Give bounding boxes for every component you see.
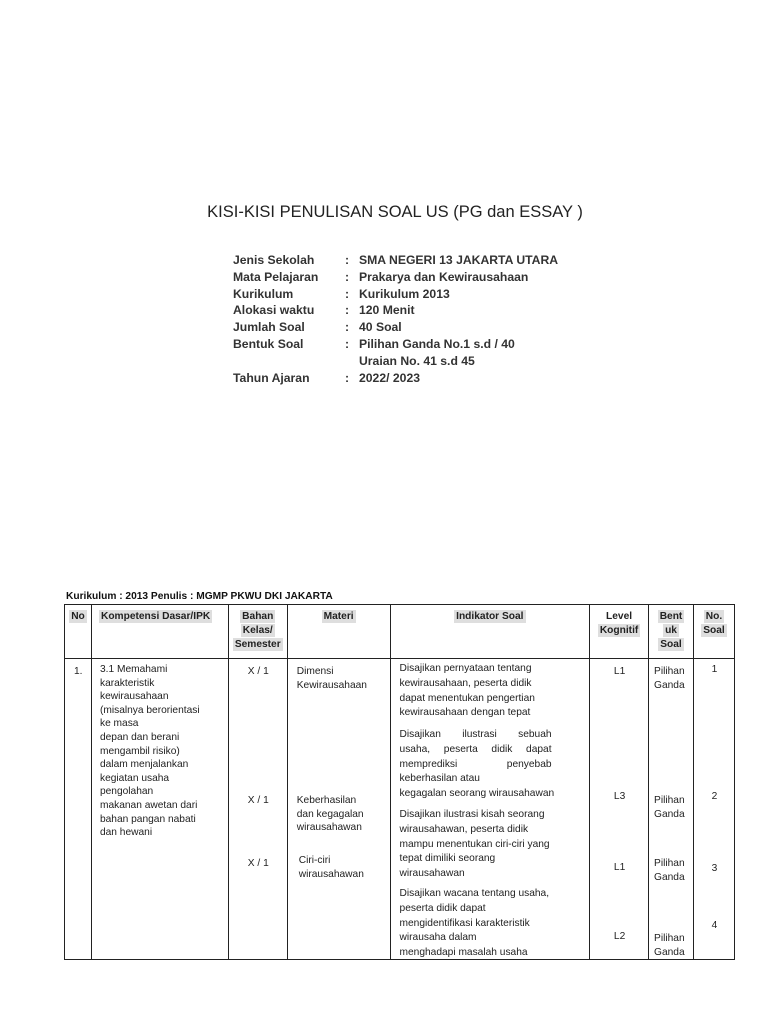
info-row [233,286,558,303]
cell-materi: Dimensi Kewirausahaan Keberhasilan dan kegagalan wirausahawan Ciri-ciri wirausahawan [287,659,390,960]
kisi-kisi-table [64,604,735,960]
info-value: SMA NEGERI 13 JAKARTA UTARA [359,253,559,267]
document-title: KISI-KISI PENULISAN SOAL US (PG dan ESSAY ) [207,203,583,221]
info-row [233,269,558,286]
cell-kompetensi: 3.1 Memahami karakteristik kewirausahaan (misalnya berorientasi ke masa depan dan berani mengambil risiko) dalam menjalankan kegiatan usaha pengolahan makanan awetan dari bahan pangan nabati dan hewani [91,659,228,960]
cell-no: 1. [65,659,92,960]
info-row [233,336,558,353]
info-value: 2022/ 2023 [359,370,420,385]
info-sep: : [345,303,350,318]
info-sep: : [345,269,350,284]
info-label: Kurikulum [233,286,294,301]
info-row [233,319,558,336]
info-value: 120 Menit [359,303,415,318]
header-materi: Materi [287,605,390,659]
info-label [233,353,345,370]
header-level: Level Kognitif [590,605,649,659]
info-label: Jumlah Soal [233,320,305,335]
info-label: Jenis Sekolah [233,253,315,267]
table-row [65,659,735,960]
info-value: Prakarya dan Kewirausahaan [359,269,529,284]
info-value: Kurikulum 2013 [359,286,450,301]
info-sep: : [345,253,350,267]
header-kompetensi: Kompetensi Dasar/IPK [91,605,228,659]
header-bahan-kelas: Bahan Kelas/ Semester [228,605,287,659]
header-indikator: Indikator Soal [390,605,590,659]
info-value: Uraian No. 41 s.d 45 [359,353,475,368]
header-bentuk: Bent uk Soal [649,605,694,659]
info-label: Alokasi waktu [233,303,315,318]
cell-bentuk: Pilihan Ganda Pilihan Ganda Pilihan Ganda Pilihan Ganda [649,659,694,960]
table-header-row [65,605,735,659]
cell-level: L1 L3 L1 L2 [590,659,649,960]
info-value: 40 Soal [359,320,402,335]
cell-no-soal: 1 2 3 4 [693,659,734,960]
info-sep: : [345,286,350,301]
info-row [233,252,558,269]
header-no: No [65,605,92,659]
info-sep [345,353,359,370]
info-row [233,353,558,370]
info-value: Pilihan Ganda No.1 s.d / 40 [359,336,515,351]
info-sep: : [345,320,350,335]
info-label: Tahun Ajaran [233,370,310,385]
cell-kelas: X / 1 X / 1 X / 1 [228,659,287,960]
info-label: Mata Pelajaran [233,269,319,284]
header-no-soal: No. Soal [693,605,734,659]
info-sep: : [345,336,350,351]
document-info [233,252,558,386]
info-row [233,370,558,387]
curriculum-author-line: Kurikulum : 2013 Penulis : MGMP PKWU DKI JAKARTA [66,591,333,602]
info-label: Bentuk Soal [233,336,304,351]
info-sep: : [345,370,350,385]
cell-indikator: Disajikan pernyataan tentang kewirausahaan, peserta didik dapat menentukan pengertian kewirausahaan dengan tepat Disajikan ilustrasi sebuah usaha, peserta didik dapat memprediksi penyebab keberhasilan atau kegagalan seorang wirausahawan Disajikan ilustrasi kisah seorang wirausahawan, peserta didik mampu menentukan ciri-ciri yang tepat dimiliki seorang wirausahawan Disajikan wacana tentang usaha, peserta didik dapat mengidentifikasi karakteristik wirausaha dalam menghadapi masalah usaha [390,659,590,960]
info-row [233,302,558,319]
